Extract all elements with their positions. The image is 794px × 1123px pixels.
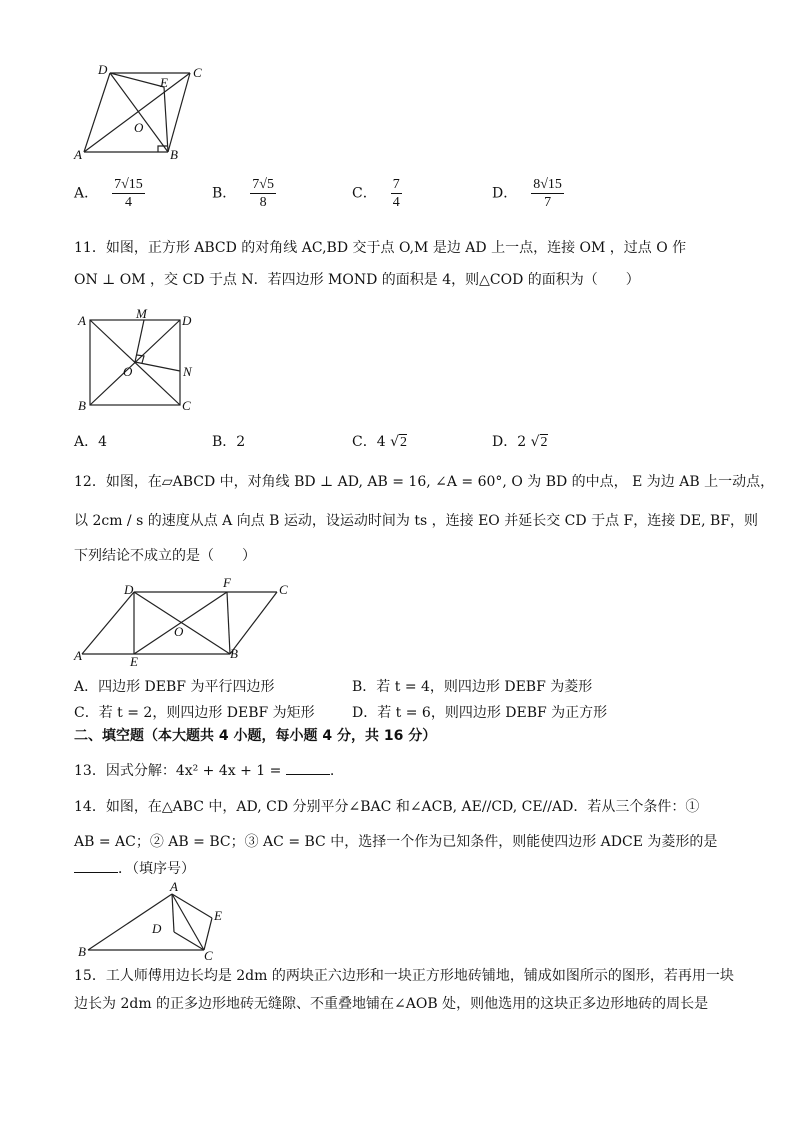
label-M: M [136, 308, 147, 321]
diag-AC [84, 73, 190, 152]
label-B: B [78, 398, 86, 413]
q12-text-line1: 12．如图，在▱ABCD 中，对角线 BD ⊥ AD, AB = 16, ∠A = 60°, O 为 BD 的中点， E 为边 AB 上一动点， [74, 474, 775, 490]
label-O: O [123, 364, 133, 379]
edge-AD [84, 73, 110, 152]
q14-text-line3: ．（填序号） [74, 858, 195, 879]
label-D: D [124, 582, 134, 597]
seg-AE [172, 894, 212, 918]
label-C: C [279, 582, 288, 597]
q11-option-a[interactable]: A．4 [74, 434, 108, 450]
figure-q12-parallelogram [72, 576, 296, 670]
edge-BC [230, 592, 277, 654]
label-D: D [182, 313, 192, 328]
q10-option-a[interactable]: A． $\frac{7√15}{4}$ [74, 177, 143, 210]
label-E: E [130, 654, 138, 669]
figure-q14-triangle [76, 882, 228, 962]
label-E: E [214, 908, 222, 923]
q12-option-a[interactable]: A．四边形 DEBF 为平行四边形 [74, 679, 275, 695]
label-A: A [170, 882, 178, 894]
q14-text-line2: AB = AC；② AB = BC；③ AC = BC 中，选择一个作为已知条件，则能使四边形 ADCE 为菱形的是 [74, 834, 718, 850]
label-B: B [78, 944, 86, 959]
figure-q10-parallelogram [72, 62, 212, 166]
q11-option-d[interactable]: D．2 √2 [492, 434, 548, 450]
label-E: E [160, 75, 168, 90]
seg-FB [227, 592, 230, 654]
label-A: A [78, 313, 86, 328]
q15-text-line2: 边长为 2dm 的正多边形地砖无缝隙、不重叠地铺在∠AOB 处，则他选用的这块正多边形地砖的周长是 [74, 996, 709, 1012]
label-A: A [74, 648, 82, 663]
seg-EB [164, 87, 168, 152]
label-C: C [204, 948, 213, 962]
seg-EC [204, 918, 212, 950]
q11-option-b[interactable]: B．2 [212, 434, 246, 450]
label-C: C [193, 65, 202, 80]
q12-option-c[interactable]: C．若 t = 2，则四边形 DEBF 为矩形 [74, 705, 315, 721]
q14-text-line1: 14．如图，在△ABC 中，AD, CD 分别平分∠BAC 和∠ACB, AE//CD, CE//AD．若从三个条件：① [74, 799, 700, 815]
q10-option-d[interactable]: D． $\frac{8√15}{7}$ [492, 177, 562, 210]
q15-text-line1: 15．工人师傅用边长均是 2dm 的两块正六边形和一块正方形地砖铺地，铺成如图所示的图形，若再用一块 [74, 968, 734, 984]
section-2-heading: 二、填空题（本大题共 4 小题，每小题 4 分，共 16 分） [74, 728, 437, 744]
label-N: N [183, 364, 192, 379]
label-A: A [74, 147, 82, 162]
label-O: O [134, 120, 144, 135]
q10-option-c[interactable]: C． $\frac{7}{4}$ [352, 177, 400, 210]
edge-AD [82, 592, 134, 654]
q12-text-line2: 以 2cm / s 的速度从点 A 向点 B 运动，设运动时间为 ts ，连接 EO 并延长交 CD 于点 F，连接 DE, BF，则 [74, 513, 759, 529]
label-F: F [223, 576, 231, 590]
figure-q11-square [72, 308, 198, 414]
label-C: C [182, 398, 191, 413]
q13-text: 13．因式分解：4x² + 4x + 1 = . [74, 760, 334, 781]
q13-answer-blank[interactable] [286, 760, 330, 775]
label-O: O [174, 624, 184, 639]
label-D: D [152, 921, 162, 936]
edge-BC [168, 73, 190, 152]
q12-text-line3: 下列结论不成立的是（ ） [74, 548, 256, 564]
seg-AD [172, 894, 174, 932]
q12-option-d[interactable]: D．若 t = 6，则四边形 DEBF 为正方形 [352, 705, 608, 721]
label-B: B [230, 646, 238, 661]
q11-text-line2: ON ⊥ OM ，交 CD 于点 N．若四边形 MOND 的面积是 4，则△COD 的面积为（ ） [74, 272, 640, 288]
q11-text-line1: 11．如图，正方形 ABCD 的对角线 AC,BD 交于点 O,M 是边 AD 上一点，连接 OM ，过点 O 作 [74, 240, 687, 256]
q14-answer-blank[interactable] [74, 858, 118, 873]
label-B: B [170, 147, 178, 162]
q10-option-b[interactable]: B． $\frac{7√5}{8}$ [212, 177, 274, 210]
label-D: D [98, 62, 108, 77]
edge-AC [172, 894, 204, 950]
q11-option-c[interactable]: C．4 √2 [352, 434, 407, 450]
q12-option-b[interactable]: B．若 t = 4，则四边形 DEBF 为菱形 [352, 679, 593, 695]
